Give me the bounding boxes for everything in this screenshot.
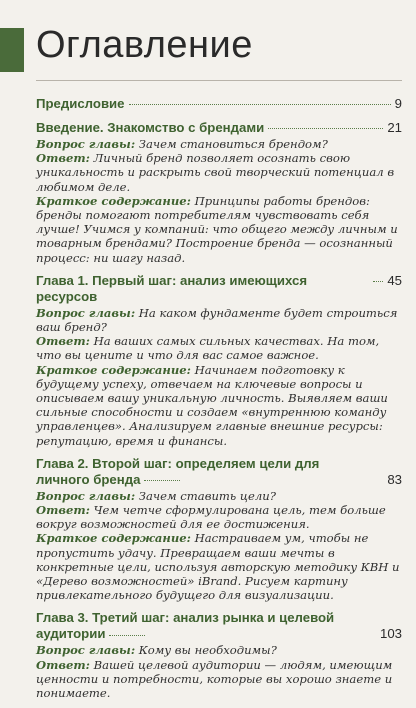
- page-number: 9: [394, 96, 402, 111]
- leader-dots: [268, 127, 383, 129]
- toc-entry-introduction[interactable]: [36, 120, 402, 265]
- toc-entry-chapter-2[interactable]: [36, 456, 402, 603]
- page-number: 21: [387, 120, 402, 135]
- title-divider: [36, 80, 402, 81]
- leader-dots: [129, 103, 391, 105]
- page-number: 83: [387, 471, 402, 487]
- leader-dots: [144, 479, 180, 481]
- leader-dots: [373, 280, 383, 282]
- chapter-answer: Ответ: Личный бренд позволяет осознать свою уникальность и раскрыть свой творческий потенциал в любимом деле.: [36, 151, 395, 194]
- toc-entry-chapter-3[interactable]: [36, 610, 402, 700]
- chapter-summary: Краткое содержание: Принципы работы брендов: бренды помогают потребителям чувствовать себя лучше! Учимся у компаний: что общего между личным и товарным брендами? Построение бренда — осознанный процесс: ни шагу назад.: [36, 193, 398, 265]
- green-accent-band: [0, 28, 24, 72]
- chapter-question: Вопрос главы: Зачем становиться брендом?: [36, 137, 328, 151]
- toc-heading[interactable]: Предисловие 9: [36, 96, 402, 111]
- toc-heading[interactable]: Введение. Знакомство с брендами 21: [36, 120, 402, 135]
- toc-heading[interactable]: Глава 3. Третий шаг: анализ рынка и целевой аудитории 103: [36, 610, 402, 642]
- chapter-question: Вопрос главы: На каком фундаменте будет строиться ваш бренд?: [36, 305, 398, 335]
- chapter-summary: Краткое содержание: Начинаем подготовку к будущему успеху, отвечаем на ключевые вопросы и описываем вашу уникальную личность. Выявляем ваши сильные способности и создаем «внутреннюю команду управленцев». Анализируем главные внешние ресурсы: репутацию, время и финансы.: [36, 362, 388, 448]
- chapter-summary: Краткое содержание: Настраиваем ум, чтобы не пропустить удачу. Превращаем ваши мечты в конкретные цели, используя авторскую методику КВН и «Дерево возможностей» iBrand. Рисуем картину привлекательного будущего для визуализации.: [36, 531, 400, 603]
- chapter-answer: Ответ: Чем четче сформулирована цель, тем больше вокруг возможностей для ее достижения.: [36, 503, 386, 532]
- chapter-question: Вопрос главы: Кому вы необходимы?: [36, 643, 277, 658]
- chapter-answer: Ответ: Вашей целевой аудитории — людям, имеющим ценности и потребности, которые вы хорошо знаете и понимаете.: [36, 657, 393, 701]
- page-title: Оглавление: [36, 24, 253, 66]
- page-number: 103: [379, 626, 402, 642]
- chapter-question: Вопрос главы: Зачем ставить цели?: [36, 488, 276, 503]
- table-of-contents: [36, 96, 402, 708]
- toc-entry-chapter-1[interactable]: [36, 273, 402, 448]
- page-number: 45: [387, 272, 402, 288]
- toc-heading[interactable]: Глава 1. Первый шаг: анализ имеющихся ресурсов 45: [36, 272, 402, 304]
- chapter-answer: Ответ: На ваших самых сильных качествах. На том, что вы цените и что для вас самое важное.: [36, 334, 380, 363]
- toc-heading[interactable]: Глава 2. Второй шаг: определяем цели для личного бренда 83: [36, 455, 402, 487]
- toc-entry-preface[interactable]: [36, 96, 402, 112]
- leader-dots: [109, 634, 145, 636]
